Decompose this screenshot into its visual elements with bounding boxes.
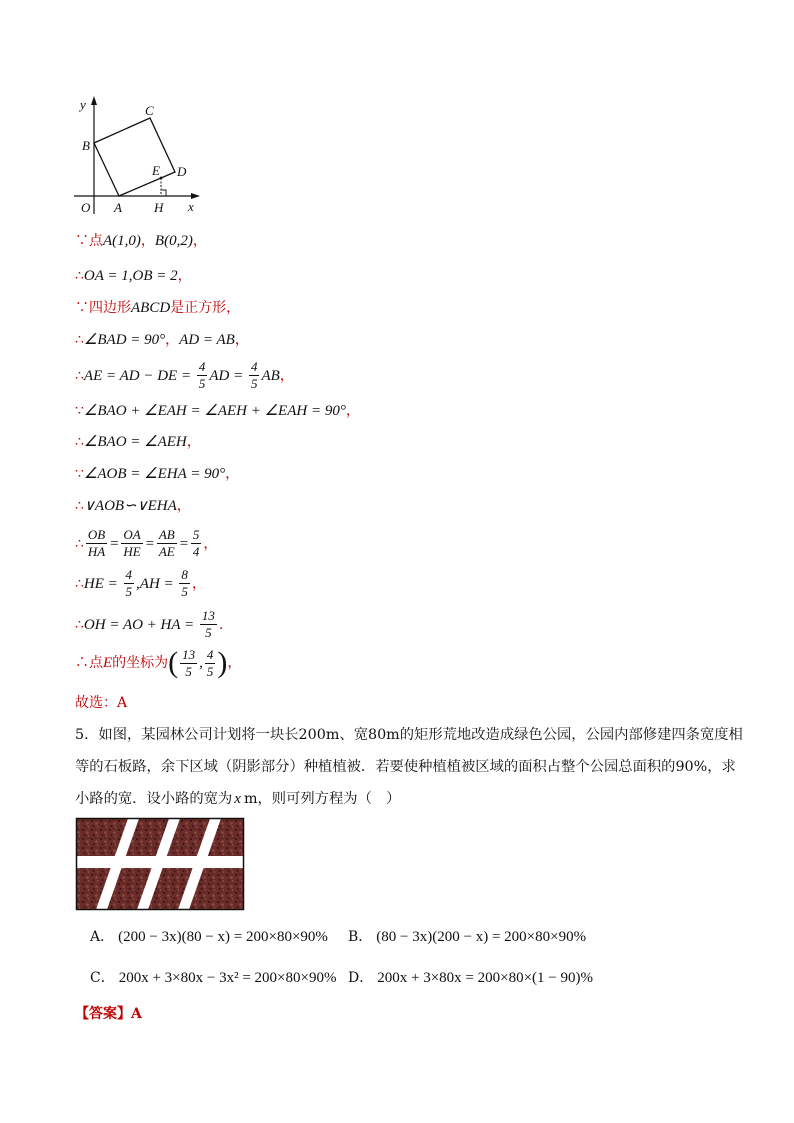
fraction-numerator: 13: [201, 608, 215, 623]
solution-line-8: [75, 465, 239, 483]
label-e: E: [152, 163, 160, 178]
solution-line-5: [75, 360, 294, 391]
fraction-numerator: 4: [198, 359, 206, 374]
coordinates-are-text: 的坐标为: [112, 655, 169, 671]
similar-triangles: ∨AOB∽∨EHA: [83, 498, 177, 514]
line-end: ，: [192, 233, 207, 249]
point-a-coords: A(1,0): [103, 233, 141, 249]
fraction-denominator: 4: [192, 544, 200, 559]
solution-line-10: [75, 528, 217, 559]
solution-line-12: [75, 609, 223, 640]
line-end: ，: [227, 655, 242, 671]
label-y: y: [80, 97, 86, 112]
option-label: C．: [90, 970, 115, 986]
option-b: [348, 928, 586, 946]
because-symbol: ∵: [75, 466, 84, 482]
math-abcd: ABCD: [131, 300, 171, 316]
math-expression: HE =: [83, 575, 122, 592]
fraction: [121, 528, 142, 559]
fraction-denominator: 5: [125, 584, 133, 599]
label-x: x: [188, 199, 194, 214]
line-end: ，: [345, 403, 360, 419]
therefore-point: ∴点: [75, 655, 103, 671]
solution-line-13: [75, 646, 241, 680]
line-end: ，: [176, 498, 191, 514]
fraction-numerator: 4: [206, 646, 214, 662]
therefore-symbol: ∴: [75, 434, 84, 450]
square-coordinate-figure: [70, 92, 210, 217]
math-expression: OA = 1,OB = 2: [83, 268, 178, 284]
solution-line-9: [75, 497, 191, 515]
fraction-numerator: 13: [182, 646, 196, 662]
question-text: 5．如图，某园林公司计划将一块长200m、宽80m的矩形荒地改造成绿色公园，公园内部修建四条宽度相: [75, 727, 743, 743]
math-expression: OH = AO + HA =: [83, 616, 198, 633]
option-a: [90, 928, 328, 946]
solution-line-2: [75, 267, 192, 285]
math-expression: AE = AD − DE =: [83, 367, 195, 384]
option-d: [348, 969, 593, 987]
option-label: B．: [348, 929, 373, 945]
because-point: ∵点: [75, 233, 103, 249]
therefore-symbol: ∴: [75, 332, 84, 348]
question-text: 小路的宽．设小路的宽为: [75, 791, 233, 807]
label-d: D: [177, 164, 187, 179]
square-abcd: [94, 118, 175, 196]
fraction-denominator: 5: [205, 625, 212, 640]
solution-line-3: [75, 299, 240, 317]
math-expression: AB: [261, 367, 280, 384]
equals-sign: =: [109, 535, 120, 552]
fraction: [179, 568, 190, 599]
fraction-numerator: OA: [123, 527, 141, 542]
separator: ，: [165, 332, 180, 348]
question-text: m，则可列方程为（ ）: [243, 791, 401, 807]
math-expression: ∠BAO = ∠AEH: [83, 434, 187, 450]
therefore-symbol: ∴: [75, 498, 84, 514]
line-end: .: [218, 616, 224, 633]
line-end: ，: [177, 268, 192, 284]
option-c: [90, 969, 336, 987]
solution-line-4: [75, 331, 249, 349]
fraction-denominator: 5: [206, 663, 214, 679]
therefore-symbol: ∴: [75, 268, 84, 284]
therefore-symbol: ∴: [75, 575, 84, 592]
right-parenthesis: ): [217, 646, 228, 679]
solution-line-1: [75, 232, 207, 250]
fraction-denominator: HE: [123, 544, 141, 559]
math-expression: AD =: [209, 367, 247, 384]
equals-sign: =: [178, 535, 189, 552]
solution-choice: [75, 694, 127, 712]
line-end: ，: [279, 367, 294, 384]
fraction-denominator: AE: [158, 544, 175, 559]
park-paths-figure: [75, 817, 247, 913]
fraction: [86, 528, 107, 559]
fraction: [157, 528, 177, 559]
fraction-denominator: 5: [181, 584, 188, 599]
therefore-symbol: ∴: [75, 367, 84, 384]
fraction-denominator: 5: [185, 663, 192, 679]
fraction-numerator: AB: [158, 527, 175, 542]
fraction: [205, 648, 216, 679]
solution-line-6: [75, 402, 360, 420]
because-quadrilateral: ∵四边形: [75, 300, 131, 316]
fraction-numerator: 4: [125, 567, 133, 582]
math-expression: ∠AOB = ∠EHA = 90°: [83, 466, 226, 482]
line-end: ，: [226, 300, 241, 316]
label-c: C: [145, 103, 154, 118]
y-axis-arrow-icon: [91, 96, 97, 105]
fraction-numerator: OB: [87, 527, 106, 542]
angle-bad: ∠BAD = 90°: [83, 332, 166, 348]
choice-text: 故选：A: [75, 695, 128, 711]
fraction: [200, 609, 217, 640]
question-text: 等的石板路，余下区域（阴影部分）种植植被．若要使种植植被区域的面积占整个公园总面积的90%，求: [75, 759, 736, 775]
right-angle-mark: [161, 190, 166, 196]
label-b: B: [82, 138, 90, 153]
therefore-symbol: ∴: [75, 616, 84, 633]
fraction-numerator: 8: [181, 567, 188, 582]
left-parenthesis: (: [168, 646, 179, 679]
math-expression: ,AH =: [136, 575, 178, 592]
fraction: [180, 648, 197, 679]
fraction: [197, 360, 208, 391]
fraction-numerator: 5: [192, 527, 200, 542]
is-square-text: 是正方形: [170, 300, 227, 316]
therefore-symbol: ∴: [75, 535, 84, 552]
label-a: A: [114, 200, 122, 215]
separator: ，: [140, 233, 155, 249]
equals-sign: =: [144, 535, 155, 552]
line-end: ，: [225, 466, 240, 482]
because-symbol: ∵: [75, 403, 84, 419]
option-expression: 200x + 3×80x − 3x² = 200×80×90%: [118, 970, 337, 986]
point-b-coords: B(0,2): [154, 233, 193, 249]
line-end: ，: [203, 535, 218, 552]
fraction: [191, 528, 202, 559]
solution-line-11: [75, 568, 206, 599]
point-e-dot: [160, 177, 163, 180]
answer-line: [75, 1005, 142, 1023]
fraction-numerator: 4: [250, 359, 258, 374]
fraction-denominator: 5: [250, 376, 258, 391]
answer-text: 【答案】A: [75, 1006, 142, 1022]
point-e-variable: E: [103, 655, 113, 671]
comma: ,: [199, 655, 203, 671]
question-line-2: [75, 758, 736, 776]
option-expression: (200 − 3x)(80 − x) = 200×80×90%: [118, 929, 328, 945]
fraction: [124, 568, 135, 599]
math-expression: ∠BAO + ∠EAH = ∠AEH + ∠EAH = 90°: [83, 403, 346, 419]
line-end: ，: [191, 575, 206, 592]
question-line-1: [75, 726, 743, 744]
fraction-denominator: HA: [87, 544, 106, 559]
line-end: ，: [186, 434, 201, 450]
label-o: O: [81, 200, 91, 215]
question-line-3: [75, 790, 400, 808]
line-end: ，: [234, 332, 249, 348]
solution-line-7: [75, 433, 201, 451]
variable-x: x: [234, 791, 241, 807]
option-expression: 200x + 3×80x = 200×80×(1 − 90)%: [377, 970, 593, 986]
fraction-denominator: 5: [198, 376, 206, 391]
fraction: [249, 360, 260, 391]
label-h: H: [154, 200, 164, 215]
ad-equals-ab: AD = AB: [179, 332, 235, 348]
option-label: D．: [348, 970, 374, 986]
option-expression: (80 − 3x)(200 − x) = 200×80×90%: [376, 929, 587, 945]
option-label: A．: [90, 929, 115, 945]
